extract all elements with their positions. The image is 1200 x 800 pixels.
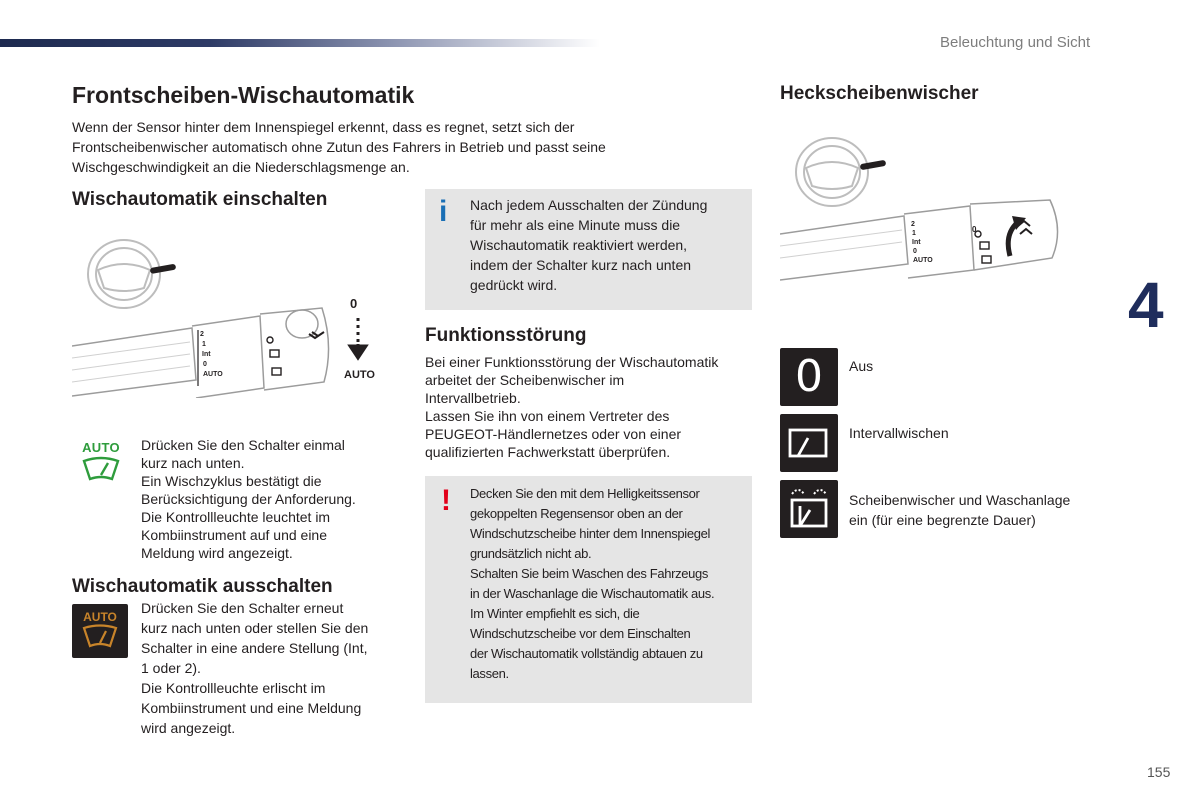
rear-position-intermittent-icon xyxy=(780,414,838,472)
auto-wiper-orange-icon xyxy=(72,604,128,658)
rear-position-off-label: Aus xyxy=(849,358,874,374)
auto-wiper-green-icon xyxy=(78,440,124,496)
rear-position-off-icon xyxy=(780,348,838,406)
malfunction-text xyxy=(425,353,755,461)
chapter-number: 4 xyxy=(1128,269,1164,341)
auto-icon-label: AUTO xyxy=(82,440,120,455)
header-gradient-bar xyxy=(0,39,600,47)
malfunction-line: arbeitet der Scheibenwischer im xyxy=(425,372,625,388)
page-number: 155 xyxy=(1147,764,1171,780)
enable-line: Die Kontrollleuchte leuchtet im xyxy=(141,509,331,525)
disable-line: wird angezeigt. xyxy=(141,720,236,736)
enable-line: Drücken Sie den Schalter einmal xyxy=(141,437,345,453)
warning-line: Im Winter empfiehlt es sich, die xyxy=(470,606,640,621)
wiper-icon xyxy=(72,624,128,654)
rear-heading: Heckscheibenwischer xyxy=(780,83,979,104)
malfunction-line: Bei einer Funktionsstörung der Wischautomatik xyxy=(425,354,719,370)
rear-position-0-label: 0 xyxy=(972,225,977,234)
info-line: indem der Schalter kurz nach unten xyxy=(470,257,692,273)
enable-line: Berücksichtigung der Anforderung. xyxy=(141,491,356,507)
warning-line: in der Waschanlage die Wischautomatik aus. xyxy=(470,586,715,601)
wiper-icon xyxy=(78,455,124,489)
disable-line: Drücken Sie den Schalter erneut xyxy=(141,600,344,616)
front-wiper-stalk-illustration xyxy=(72,228,402,398)
enable-line: Ein Wischzyklus bestätigt die xyxy=(141,473,322,489)
scale-label-int: Int xyxy=(202,351,211,358)
disable-line: Schalter in eine andere Stellung (Int, xyxy=(141,640,368,656)
malfunction-line: Lassen Sie ihn von einem Vertreter des xyxy=(425,408,670,424)
intro-line: Wenn der Sensor hinter dem Innenspiegel erkennt, dass es regnet, setzt sich der xyxy=(72,119,575,135)
wash-label-line: ein (für eine begrenzte Dauer) xyxy=(849,512,1036,528)
wiper-stalk-drawing xyxy=(72,228,402,398)
scale-label-0: 0 xyxy=(913,248,917,255)
malfunction-line: Intervallbetrieb. xyxy=(425,390,521,406)
wash-label-line: Scheibenwischer und Waschanlage xyxy=(849,492,1071,508)
auto-off-icon-label: AUTO xyxy=(83,610,117,624)
scale-label-auto: AUTO xyxy=(913,257,933,264)
enable-line: Meldung wird angezeigt. xyxy=(141,545,293,561)
info-text xyxy=(470,195,750,295)
enable-line: Kombiinstrument auf und eine xyxy=(141,527,327,543)
rear-position-intermittent-label: Intervallwischen xyxy=(849,425,949,441)
warning-box xyxy=(425,476,752,703)
info-icon: i xyxy=(439,195,448,228)
intro-line: Wischgeschwindigkeit an die Niederschlagsmenge an. xyxy=(72,159,410,175)
warning-line: Windschutzscheibe vor dem Einschalten xyxy=(470,626,691,641)
intro-paragraph xyxy=(72,117,722,177)
disable-line: Kombiinstrument und eine Meldung xyxy=(141,700,362,716)
scale-label-2: 2 xyxy=(911,221,915,228)
warning-line: gekoppelten Regensensor oben an der xyxy=(470,506,683,521)
disable-heading: Wischautomatik ausschalten xyxy=(72,576,333,597)
scale-label-2: 2 xyxy=(200,331,204,338)
warning-line: Schalten Sie beim Waschen des Fahrzeugs xyxy=(470,566,709,581)
disable-instructions xyxy=(141,598,406,738)
scale-label-1: 1 xyxy=(202,341,206,348)
malfunction-line: PEUGEOT-Händlernetzes oder von einer xyxy=(425,426,682,442)
section-title: Beleuchtung und Sicht xyxy=(940,34,1091,51)
page-title: Frontscheiben-Wischautomatik xyxy=(72,82,415,108)
enable-heading: Wischautomatik einschalten xyxy=(72,189,328,210)
intermittent-wipe-icon xyxy=(780,414,838,472)
scale-label-0: 0 xyxy=(203,361,207,368)
info-box xyxy=(425,189,752,310)
intro-line: Frontscheibenwischer automatisch ohne Zutun des Fahrers in Betrieb und passt seine xyxy=(72,139,606,155)
warning-text xyxy=(470,484,748,684)
malfunction-heading: Funktionsstörung xyxy=(425,325,587,346)
rear-position-wash-label xyxy=(849,490,1169,530)
info-line: Wischautomatik reaktiviert werden, xyxy=(470,237,688,253)
warning-line: lassen. xyxy=(470,666,509,681)
scale-label-int: Int xyxy=(912,239,921,246)
warning-icon: ! xyxy=(441,484,451,517)
disable-line: 1 oder 2). xyxy=(141,660,201,676)
enable-line: kurz nach unten. xyxy=(141,455,245,471)
info-line: Nach jedem Ausschalten der Zündung xyxy=(470,197,708,213)
malfunction-line: qualifizierten Fachwerkstatt überprüfen. xyxy=(425,444,671,460)
info-line: gedrückt wird. xyxy=(470,277,558,293)
scale-label-1: 1 xyxy=(912,230,916,237)
info-line: für mehr als eine Minute muss die xyxy=(470,217,681,233)
enable-instructions xyxy=(141,436,401,562)
warning-line: Windschutzscheibe hinter dem Innenspiegel xyxy=(470,526,711,541)
warning-line: der Wischautomatik vollständig abtauen zu xyxy=(470,646,703,661)
warning-line: grundsätzlich nicht ab. xyxy=(470,546,592,561)
off-icon: 0 xyxy=(795,351,823,402)
position-0-label: 0 xyxy=(350,296,358,311)
rear-position-wash-icon xyxy=(780,480,838,538)
disable-line: Die Kontrollleuchte erlischt im xyxy=(141,680,326,696)
warning-line: Decken Sie den mit dem Helligkeitssensor xyxy=(470,486,700,501)
scale-label-auto: AUTO xyxy=(203,371,223,378)
rear-wiper-stalk-illustration xyxy=(780,130,1100,300)
wipe-wash-icon xyxy=(780,480,838,538)
disable-line: kurz nach unten oder stellen Sie den xyxy=(141,620,369,636)
rear-stalk-drawing xyxy=(780,130,1100,300)
auto-position-label: AUTO xyxy=(344,369,375,381)
